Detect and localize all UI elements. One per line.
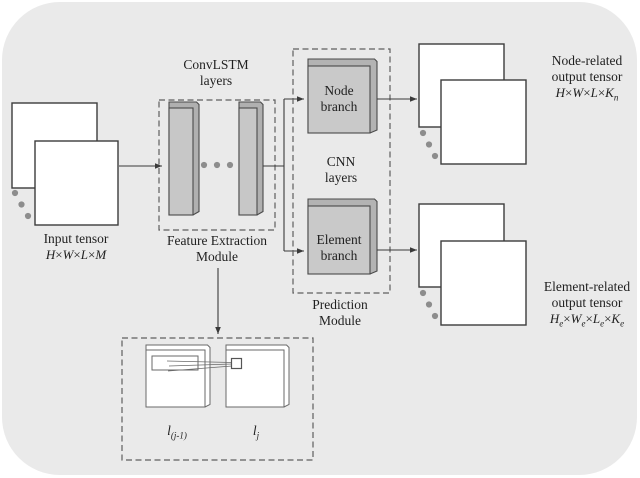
node-output-dims: $H\times W\times L\times K_n$: [555, 85, 619, 103]
feature-cell-square: [232, 359, 242, 369]
node-output-label: [527, 53, 640, 101]
input-ellipsis-dots: [12, 190, 31, 219]
node-output-front-sheet: [441, 80, 526, 164]
element-output-dims: $H_e\times W_e\times L_e\times K_e$: [549, 311, 625, 329]
node-branch-label: Node branch: [320, 83, 358, 114]
input-tensor-label: [21, 231, 131, 263]
layer-current-label: $l_j$: [252, 423, 260, 441]
element-output-stack: [419, 204, 526, 325]
cnn-layers-label: CNN layers: [324, 154, 358, 185]
convlstm-slab-1: [169, 102, 199, 215]
convlstm-slab-2: [239, 102, 263, 215]
element-branch-label: Element branch: [316, 232, 362, 263]
input-tensor-dims: H×W×L×M: [45, 247, 107, 262]
node-output-line1: Node-related: [551, 53, 623, 68]
detail-left-slab: [146, 345, 210, 407]
layer-prev-label: $l_{(j-1)}$: [167, 423, 187, 441]
feature-extraction-label: Feature Extraction Module: [166, 233, 268, 264]
input-tensor-title: Input tensor: [43, 231, 109, 246]
detail-right-slab: [226, 345, 289, 407]
element-output-label: [522, 279, 640, 327]
node-output-ellipsis-dots: [420, 130, 438, 159]
convlstm-ellipsis-dots: [201, 162, 233, 168]
prediction-module-label: Prediction Module: [312, 297, 368, 328]
node-output-line2: output tensor: [551, 69, 623, 84]
input-tensor-stack: [12, 103, 118, 225]
node-output-stack: [419, 44, 526, 164]
element-output-ellipsis-dots: [420, 290, 438, 319]
element-output-front-sheet: [441, 241, 526, 325]
element-output-line2: output tensor: [551, 295, 623, 310]
element-output-line1: Element-related: [543, 279, 631, 294]
convlstm-layers-label: ConvLSTM layers: [183, 57, 249, 88]
input-front-sheet: [35, 141, 118, 225]
